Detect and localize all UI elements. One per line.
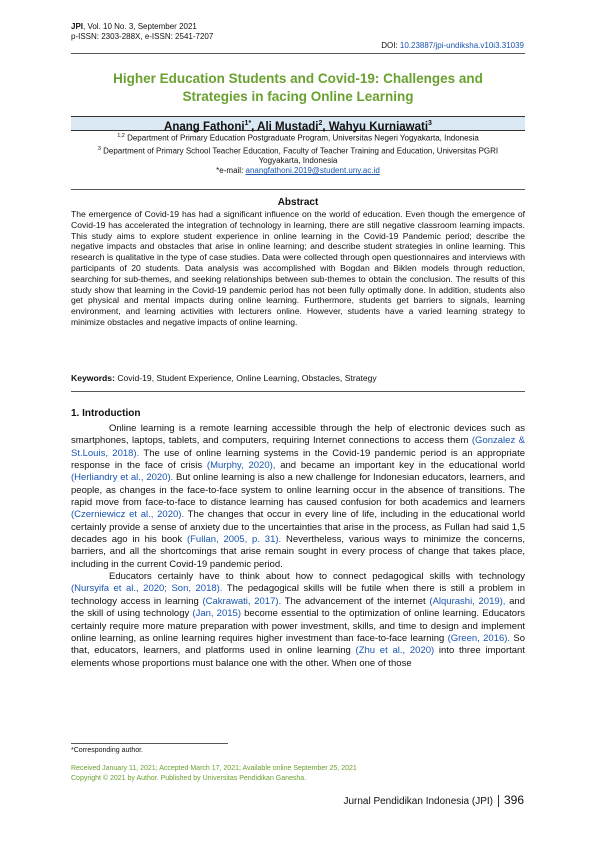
paragraph-2: Educators certainly have to think about how to connect pedagogical skills with technology (Nursyifa et al., 2020; Son, 2018). The pedagogical skills will be futile when there is still a problem in technology access in learning (Cakrawati, 2017). The advancement of the internet (Alqurashi, 2019), and the skill of using technology (Jan, 2015) become essential to the optimization of online learning. Educators certainly require more mature preparation with power investment, skills, and time to design and implement online learning, as online learning requires higher investment than face-to-face learning (Green, 2016). So that, educators, learners, and platforms used in online learning (Zhu et al., 2020) into three important elements whose proportions must balance one with the other. When one of those xyxy=(71,571,525,669)
citation[interactable]: (Gonzalez & St.Louis, 2018). xyxy=(71,435,525,459)
affiliation-3-cont: Yogyakarta, Indonesia xyxy=(258,156,338,166)
email-link[interactable]: anangfathoni.2019@student.uny.ac.id xyxy=(245,166,380,176)
author-1: Anang Fathoni xyxy=(164,120,245,133)
journal-header xyxy=(71,22,213,41)
keywords-label: Keywords: xyxy=(71,373,115,383)
title-line-2: Strategies in facing Online Learning xyxy=(182,88,414,104)
citation[interactable]: (Czerniewicz et al., 2020). xyxy=(71,509,185,521)
citation[interactable]: (Herliandry et al., 2020). xyxy=(71,472,174,484)
volume-issue: , Vol. 10 No. 3, September 2021 xyxy=(83,22,197,31)
author-3: Wahyu Kurniawati xyxy=(328,120,429,133)
author-2: Ali Mustadi xyxy=(257,120,319,133)
paragraph-1: Online learning is a remote learning accessible through the help of electronic devices such as smartphones, laptops, tablets, and computers, requiring Internet connections to access them (Gonzalez & St.Louis, 2018). The use of online learning systems in the Covid-19 pandemic period is an appropriate response in the face of crisis (Murphy, 2020), and became an important key in the educational world (Herliandry et al., 2020). But online learning is also a new challenge for Indonesian educators, learners, and people, as changes in the face-to-face system to online learning occur in the absence of transitions. The rapid move from face-to-face to distance learning has caused confusion for both academics and learners (Czerniewicz et al., 2020). The changes that occur in every line of life, including in the educational world certainly provide a sense of anxiety due to the uncertainties that arise in the process, as Fullan had said 1,5 decades ago in his book (Fullan, 2005, p. 31). Nevertheless, various ways to minimize the concerns, barriers, and all the shortcomings that arise remain sought in every process of change that takes place, including in the current Covid-19 pandemic period. xyxy=(71,423,525,570)
page-number: 396 xyxy=(503,793,524,807)
citation[interactable]: (Zhu et al., 2020) xyxy=(355,645,435,657)
paper-title xyxy=(71,70,525,105)
title-line-1: Higher Education Students and Covid-19: Challenges and xyxy=(113,71,483,86)
citation[interactable]: (Nursyifa et al., 2020; Son, 2018). xyxy=(71,583,223,595)
footnote-rule xyxy=(71,743,228,744)
issn: p-ISSN: 2303-288X, e-ISSN: 2541-7207 xyxy=(71,31,214,41)
doi-link[interactable]: 10.23887/jpi-undiksha.v10i3.31039 xyxy=(399,41,524,50)
email-label: *e-mail: xyxy=(216,166,246,176)
citation[interactable]: (Cakrawati, 2017). xyxy=(202,595,282,607)
journal-abbr: JPI xyxy=(71,22,84,31)
author-1-sup: 1* xyxy=(244,120,252,127)
affiliations: $^{1,2}$ Department of Primary Education Postgraduate Program, Universitas Negeri Yogyakarta, Indonesia $^3$ Department of Primary School Teacher Education, Faculty of Teacher Training and Education, Universitas PGRI Yogyakarta, Indonesia *e-mail: anangfathoni.2019@student.uny.ac.id xyxy=(71,131,525,176)
author-bar: Anang Fathoni$^{1*}$, Ali Mustadi$^2$, Wahyu Kurniawati$^3$ xyxy=(71,116,525,131)
doi-line xyxy=(381,41,524,50)
citation[interactable]: (Green, 2016). xyxy=(447,632,511,644)
page-footer xyxy=(343,793,524,807)
footer-journal: Jurnal Pendidikan Indonesia (JPI) xyxy=(343,796,493,807)
abstract-top-rule xyxy=(71,189,525,190)
publication-dates xyxy=(71,764,357,783)
header-rule xyxy=(71,53,525,54)
citation[interactable]: (Fullan, 2005, p. 31). xyxy=(186,534,282,546)
keywords xyxy=(71,373,525,383)
citation[interactable]: (Alqurashi, 2019), xyxy=(429,595,506,607)
affiliation-3: Department of Primary School Teacher Education, Faculty of Teacher Training and Education, Universitas PGRI xyxy=(100,146,499,156)
abstract-bottom-rule xyxy=(71,391,525,392)
abstract-heading: Abstract xyxy=(277,197,319,208)
citation[interactable]: (Murphy, 2020), xyxy=(206,460,276,472)
received-line: Received January 11, 2021; Accepted March 17, 2021; Available online September 25, 2021 xyxy=(71,765,357,772)
doi-label: DOI: xyxy=(381,41,400,50)
section-heading: 1. Introduction xyxy=(71,408,141,419)
author-3-sup: 3 xyxy=(428,120,432,127)
affiliation-1-2: Department of Primary Education Postgraduate Program, Universitas Negeri Yogyakarta, Indonesia xyxy=(124,133,479,143)
citation[interactable]: (Jan, 2015) xyxy=(192,608,241,620)
author-2-sup: 2 xyxy=(318,120,323,127)
footer-divider xyxy=(498,795,499,807)
abstract-text: The emergence of Covid-19 has had a significant influence on the world of education. Even though the emergence of Covid-19 has accelerated the integration of technology in learning, there are still negative classroom learning impacts. This study aims to explore student experience in online learning in the Covid-19 Pandemic period; describe the negative impacts and obstacles that arise in online learning; and describe student strategies in online learning. This research is qualitative in the type of case studies. Data were collected through open questionnaires and interviews with participants of 20 students. Data analysis was accomplished with Bogdan and Biklen models through reduction, searching for sub-themes, and seeking relationships between sub-themes to obtain the conclusion. The results of this study show that learning in the Covid-19 pandemic period has not been fully optimally done. In addition, students also get physical and mental impacts during online learning. Furthermore, students get barriers to signals, learning environment, and learning activities with lecturers online. However, students have a varied learning strategy to minimize obstacles and negative impacts of online learning. xyxy=(71,209,525,327)
introduction-body xyxy=(71,423,525,670)
copyright-line: Copyright © 2021 by Author. Published by Universitas Pendidikan Ganesha. xyxy=(71,774,307,782)
footnote: *Corresponding author. xyxy=(71,747,143,754)
keywords-list: Covid-19, Student Experience, Online Learning, Obstacles, Strategy xyxy=(114,373,377,383)
